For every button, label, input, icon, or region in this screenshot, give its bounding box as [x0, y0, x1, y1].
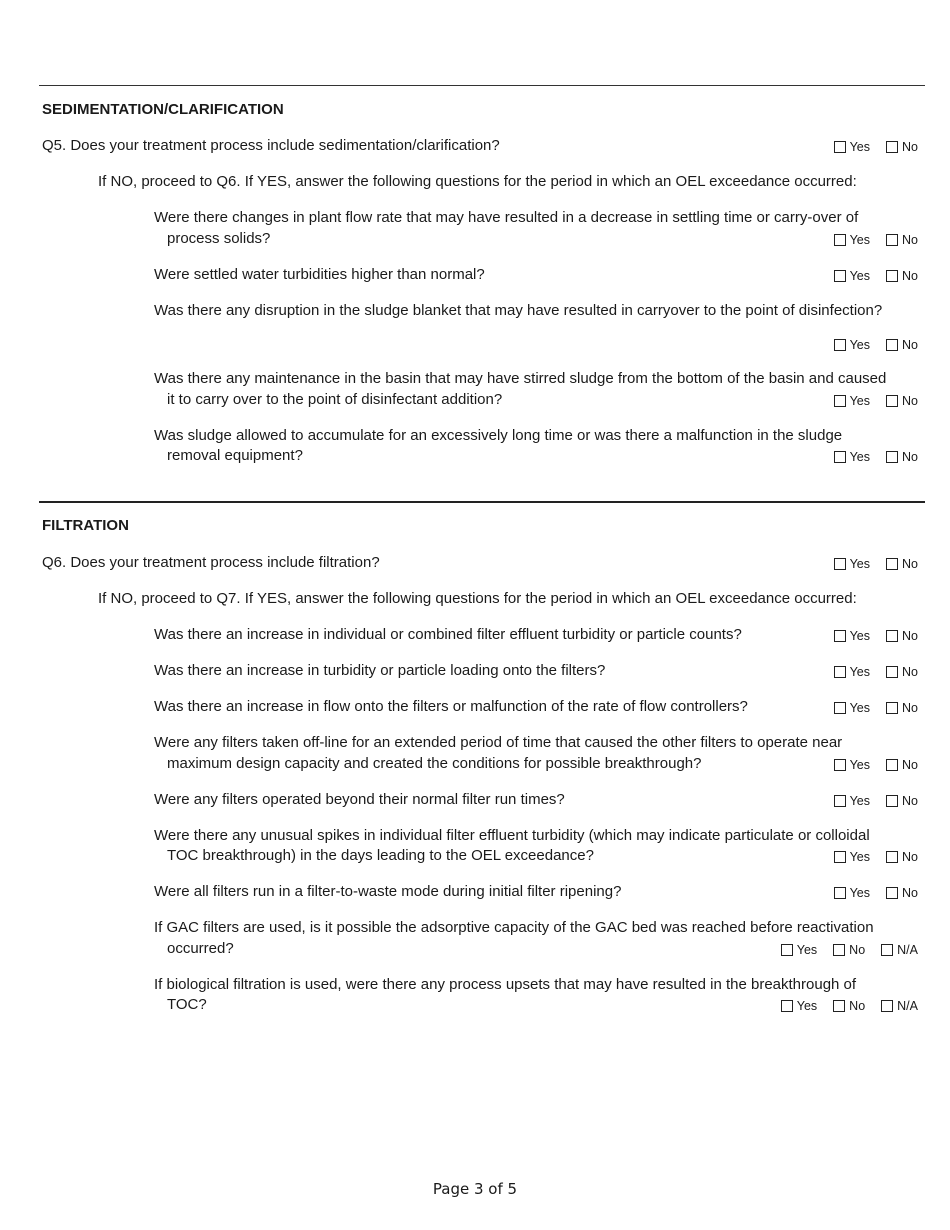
sub-question-options [834, 266, 918, 286]
sub-question-options [834, 698, 918, 718]
sub-question-text: Were settled water turbidities higher than normal? [154, 266, 485, 283]
sub-question-options [834, 447, 918, 467]
sub-question-text: it to carry over to the point of disinfectant addition? [167, 391, 503, 408]
no-checkbox[interactable]: No [886, 447, 918, 467]
yes-checkbox[interactable]: Yes [834, 391, 870, 411]
yes-checkbox[interactable]: Yes [781, 996, 817, 1016]
no-checkbox[interactable]: No [886, 791, 918, 811]
yes-checkbox[interactable]: Yes [834, 447, 870, 467]
sub-question-options [834, 847, 918, 867]
sub-question-text: Were all filters run in a filter-to-waste mode during initial filter ripening? [154, 883, 622, 900]
no-checkbox[interactable]: No [886, 137, 918, 157]
yes-checkbox[interactable]: Yes [781, 940, 817, 960]
no-checkbox[interactable]: No [886, 230, 918, 250]
sub-question-text: occurred? [167, 940, 234, 957]
page-number: Page 3 of 5 [432, 1180, 518, 1198]
section-divider [39, 501, 925, 503]
sub-question-options [834, 335, 918, 355]
yes-checkbox[interactable]: Yes [834, 662, 870, 682]
yes-checkbox[interactable]: Yes [834, 847, 870, 867]
sub-question-text: If GAC filters are used, is it possible the adsorptive capacity of the GAC bed was reached before reactivation [154, 919, 874, 936]
yes-checkbox[interactable]: Yes [834, 791, 870, 811]
sub-question-options [834, 883, 918, 903]
sub-question-options [834, 755, 918, 775]
sub-question-options [834, 391, 918, 411]
sub-question-options [834, 791, 918, 811]
yes-checkbox[interactable]: Yes [834, 698, 870, 718]
sub-question-text: Was there an increase in flow onto the filters or malfunction of the rate of flow controllers? [154, 698, 748, 715]
sub-question-text: maximum design capacity and created the conditions for possible breakthrough? [167, 755, 702, 772]
sub-question-text: If biological filtration is used, were there any process upsets that may have resulted in the breakthrough of [154, 976, 857, 993]
question-q6: Q6. Does your treatment process include filtration? [42, 554, 380, 571]
sub-question-text: TOC breakthrough) in the days leading to the OEL exceedance? [167, 847, 594, 864]
no-checkbox[interactable]: No [886, 626, 918, 646]
sub-question-text: Was there an increase in individual or combined filter effluent turbidity or particle counts? [154, 626, 742, 643]
instruction-q5: If NO, proceed to Q6. If YES, answer the following questions for the period in which an OEL exceedance occurred: [98, 173, 857, 190]
yes-checkbox[interactable]: Yes [834, 554, 870, 574]
no-checkbox[interactable]: No [886, 698, 918, 718]
sub-question-text: Were any filters operated beyond their normal filter run times? [154, 791, 565, 808]
na-checkbox[interactable]: N/A [881, 996, 918, 1016]
no-checkbox[interactable]: No [886, 266, 918, 286]
no-checkbox[interactable]: No [833, 940, 865, 960]
sub-question-text: TOC? [167, 996, 207, 1013]
yes-checkbox[interactable]: Yes [834, 755, 870, 775]
question-q5: Q5. Does your treatment process include sedimentation/clarification? [42, 137, 500, 154]
yes-checkbox[interactable]: Yes [834, 335, 870, 355]
sub-question-text: Was there an increase in turbidity or particle loading onto the filters? [154, 662, 606, 679]
no-checkbox[interactable]: No [886, 335, 918, 355]
yes-checkbox[interactable]: Yes [834, 137, 870, 157]
yes-checkbox[interactable]: Yes [834, 626, 870, 646]
no-checkbox[interactable]: No [833, 996, 865, 1016]
sub-question-options [834, 662, 918, 682]
sub-question-options [834, 230, 918, 250]
na-checkbox[interactable]: N/A [881, 940, 918, 960]
no-checkbox[interactable]: No [886, 662, 918, 682]
sub-question-text: Was there any disruption in the sludge blanket that may have resulted in carryover to the point of disinfection? [154, 302, 883, 319]
sub-question-text: process solids? [167, 230, 271, 247]
instruction-q6: If NO, proceed to Q7. If YES, answer the following questions for the period in which an OEL exceedance occurred: [98, 590, 857, 607]
yes-checkbox[interactable]: Yes [834, 883, 870, 903]
top-rule [39, 85, 925, 86]
section-heading-filtration: FILTRATION [42, 517, 129, 534]
no-checkbox[interactable]: No [886, 554, 918, 574]
sub-question-text: Was sludge allowed to accumulate for an excessively long time or was there a malfunction in the sludge [154, 427, 843, 444]
sub-question-text: Was there any maintenance in the basin that may have stirred sludge from the bottom of the basin and caused [154, 370, 887, 387]
no-checkbox[interactable]: No [886, 391, 918, 411]
q5-options [834, 137, 918, 157]
sub-question-text: Were there changes in plant flow rate that may have resulted in a decrease in settling time or carry-over of [154, 209, 859, 226]
sub-question-text: Were there any unusual spikes in individual filter effluent turbidity (which may indicate particulate or colloidal [154, 827, 870, 844]
yes-checkbox[interactable]: Yes [834, 230, 870, 250]
sub-question-options [834, 626, 918, 646]
sub-question-text: removal equipment? [167, 447, 303, 464]
no-checkbox[interactable]: No [886, 755, 918, 775]
yes-checkbox[interactable]: Yes [834, 266, 870, 286]
sub-question-options [781, 996, 918, 1016]
no-checkbox[interactable]: No [886, 847, 918, 867]
sub-question-text: Were any filters taken off-line for an extended period of time that caused the other filters to operate near [154, 734, 843, 751]
no-checkbox[interactable]: No [886, 883, 918, 903]
section-heading-sedimentation: SEDIMENTATION/CLARIFICATION [42, 101, 284, 118]
q6-options [834, 554, 918, 574]
sub-question-options [781, 940, 918, 960]
